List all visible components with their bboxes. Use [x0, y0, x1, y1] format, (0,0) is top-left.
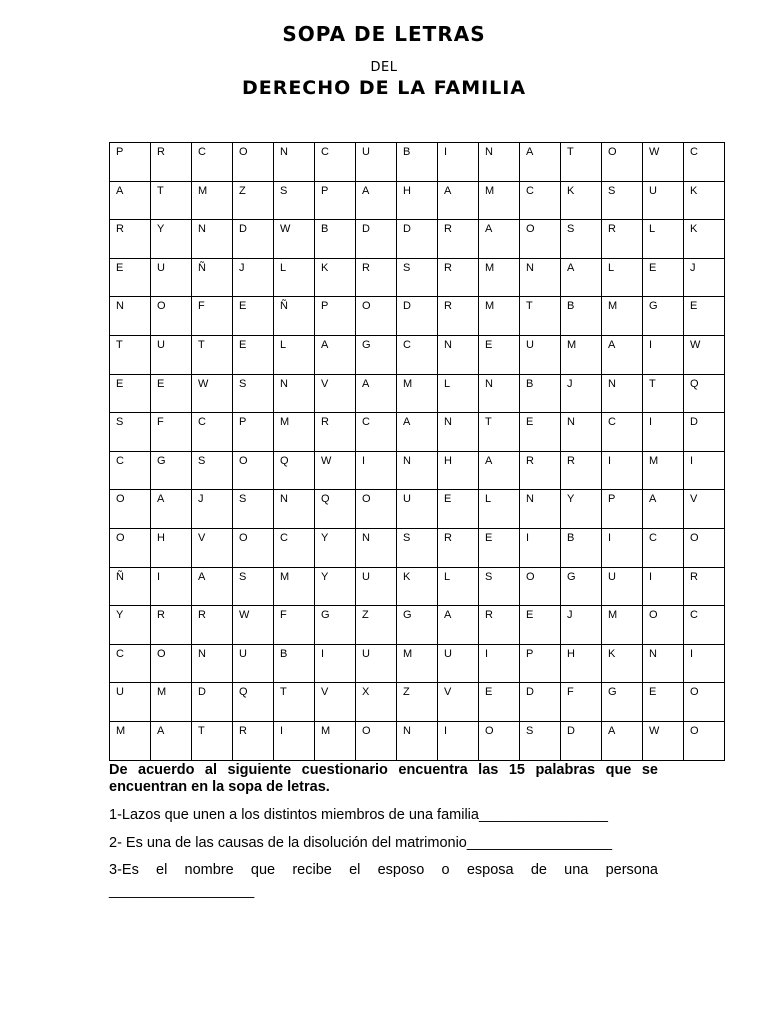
grid-cell: C — [520, 181, 561, 220]
grid-cell: A — [110, 181, 151, 220]
grid-cell: A — [561, 258, 602, 297]
grid-cell: R — [438, 258, 479, 297]
grid-row — [110, 143, 725, 182]
grid-cell: N — [110, 297, 151, 336]
grid-cell: E — [479, 683, 520, 722]
grid-cell: U — [397, 490, 438, 529]
grid-cell: Ñ — [192, 258, 233, 297]
grid-cell: N — [602, 374, 643, 413]
grid-cell: Y — [561, 490, 602, 529]
grid-cell: R — [356, 258, 397, 297]
grid-cell: P — [315, 181, 356, 220]
grid-cell: W — [233, 606, 274, 645]
grid-cell: O — [233, 528, 274, 567]
grid-cell: O — [356, 297, 397, 336]
grid-cell: W — [192, 374, 233, 413]
grid-cell: O — [151, 297, 192, 336]
grid-cell: Y — [110, 606, 151, 645]
grid-row — [110, 683, 725, 722]
grid-cell: P — [233, 413, 274, 452]
grid-cell: A — [192, 567, 233, 606]
grid-row — [110, 451, 725, 490]
grid-cell: N — [438, 335, 479, 374]
grid-cell: R — [684, 567, 725, 606]
grid-cell: E — [110, 374, 151, 413]
grid-cell: E — [479, 335, 520, 374]
grid-cell: I — [602, 528, 643, 567]
grid-row — [110, 220, 725, 259]
grid-cell: E — [110, 258, 151, 297]
grid-cell: O — [233, 143, 274, 182]
grid-cell: B — [397, 143, 438, 182]
grid-cell: W — [315, 451, 356, 490]
grid-cell: Q — [315, 490, 356, 529]
grid-cell: D — [397, 297, 438, 336]
grid-cell: R — [110, 220, 151, 259]
grid-cell: I — [438, 721, 479, 760]
grid-cell: N — [520, 258, 561, 297]
grid-cell: Y — [315, 567, 356, 606]
grid-cell: L — [479, 490, 520, 529]
grid-cell: T — [520, 297, 561, 336]
grid-cell: M — [561, 335, 602, 374]
grid-cell: N — [192, 644, 233, 683]
grid-cell: H — [397, 181, 438, 220]
grid-cell: T — [561, 143, 602, 182]
grid-cell: R — [192, 606, 233, 645]
grid-cell: N — [520, 490, 561, 529]
grid-cell: L — [438, 567, 479, 606]
grid-cell: Q — [684, 374, 725, 413]
grid-cell: S — [233, 490, 274, 529]
grid-cell: N — [643, 644, 684, 683]
grid-cell: R — [438, 220, 479, 259]
grid-cell: T — [479, 413, 520, 452]
grid-cell: G — [602, 683, 643, 722]
grid-cell: N — [479, 143, 520, 182]
grid-cell: S — [233, 567, 274, 606]
grid-cell: K — [684, 181, 725, 220]
grid-row — [110, 644, 725, 683]
grid-cell: P — [110, 143, 151, 182]
grid-cell: V — [315, 374, 356, 413]
grid-cell: S — [397, 258, 438, 297]
grid-cell: O — [684, 528, 725, 567]
grid-cell: C — [602, 413, 643, 452]
grid-cell: I — [274, 721, 315, 760]
grid-cell: R — [151, 143, 192, 182]
grid-cell: L — [274, 335, 315, 374]
grid-cell: B — [274, 644, 315, 683]
grid-cell: L — [602, 258, 643, 297]
grid-cell: B — [561, 528, 602, 567]
grid-cell: A — [151, 721, 192, 760]
grid-row — [110, 374, 725, 413]
worksheet-subtitle: DERECHO DE LA FAMILIA — [241, 77, 527, 99]
grid-cell: K — [397, 567, 438, 606]
grid-cell: G — [356, 335, 397, 374]
grid-cell: I — [438, 143, 479, 182]
grid-cell: O — [520, 220, 561, 259]
grid-cell: J — [233, 258, 274, 297]
grid-cell: G — [151, 451, 192, 490]
grid-cell: B — [561, 297, 602, 336]
grid-cell: M — [192, 181, 233, 220]
grid-cell: O — [110, 490, 151, 529]
grid-cell: R — [561, 451, 602, 490]
grid-cell: U — [602, 567, 643, 606]
grid-cell: H — [438, 451, 479, 490]
grid-cell: U — [151, 258, 192, 297]
grid-cell: E — [479, 528, 520, 567]
grid-cell: A — [315, 335, 356, 374]
grid-cell: S — [479, 567, 520, 606]
grid-cell: O — [233, 451, 274, 490]
grid-cell: E — [643, 683, 684, 722]
grid-cell: K — [315, 258, 356, 297]
grid-cell: Ñ — [110, 567, 151, 606]
grid-cell: M — [397, 374, 438, 413]
grid-cell: S — [397, 528, 438, 567]
grid-cell: A — [602, 335, 643, 374]
grid-cell: N — [479, 374, 520, 413]
grid-cell: M — [315, 721, 356, 760]
grid-cell: A — [438, 606, 479, 645]
grid-cell: N — [356, 528, 397, 567]
grid-cell: U — [643, 181, 684, 220]
grid-cell: M — [110, 721, 151, 760]
grid-cell: M — [602, 606, 643, 645]
grid-cell: U — [356, 644, 397, 683]
grid-cell: G — [561, 567, 602, 606]
grid-cell: N — [397, 721, 438, 760]
grid-cell: A — [397, 413, 438, 452]
grid-cell: C — [110, 644, 151, 683]
grid-cell: R — [520, 451, 561, 490]
grid-cell: O — [151, 644, 192, 683]
grid-cell: I — [643, 567, 684, 606]
grid-cell: Y — [315, 528, 356, 567]
grid-cell: R — [438, 297, 479, 336]
grid-cell: T — [192, 335, 233, 374]
grid-cell: I — [315, 644, 356, 683]
grid-cell: N — [274, 490, 315, 529]
grid-cell: U — [151, 335, 192, 374]
grid-cell: V — [315, 683, 356, 722]
grid-cell: G — [643, 297, 684, 336]
grid-cell: J — [684, 258, 725, 297]
grid-cell: D — [233, 220, 274, 259]
grid-cell: I — [151, 567, 192, 606]
grid-cell: K — [602, 644, 643, 683]
grid-cell: O — [356, 721, 397, 760]
grid-cell: N — [274, 374, 315, 413]
worksheet-title: SOPA DE LETRAS — [282, 22, 486, 46]
grid-cell: O — [684, 683, 725, 722]
grid-cell: U — [356, 567, 397, 606]
grid-cell: C — [192, 143, 233, 182]
grid-cell: I — [356, 451, 397, 490]
grid-cell: R — [233, 721, 274, 760]
grid-cell: L — [438, 374, 479, 413]
grid-cell: O — [479, 721, 520, 760]
grid-cell: D — [192, 683, 233, 722]
grid-cell: M — [397, 644, 438, 683]
grid-cell: F — [561, 683, 602, 722]
grid-cell: M — [479, 181, 520, 220]
grid-cell: N — [561, 413, 602, 452]
grid-cell: U — [110, 683, 151, 722]
grid-cell: A — [356, 181, 397, 220]
grid-cell: I — [684, 451, 725, 490]
grid-cell: S — [192, 451, 233, 490]
grid-cell: E — [151, 374, 192, 413]
grid-cell: W — [643, 143, 684, 182]
grid-cell: A — [438, 181, 479, 220]
grid-cell: T — [643, 374, 684, 413]
grid-cell: U — [233, 644, 274, 683]
grid-cell: V — [192, 528, 233, 567]
grid-row — [110, 335, 725, 374]
grid-cell: N — [438, 413, 479, 452]
grid-cell: J — [561, 606, 602, 645]
grid-row — [110, 606, 725, 645]
grid-cell: L — [643, 220, 684, 259]
grid-cell: N — [397, 451, 438, 490]
grid-cell: T — [192, 721, 233, 760]
grid-row — [110, 490, 725, 529]
grid-cell: U — [438, 644, 479, 683]
grid-cell: D — [356, 220, 397, 259]
grid-cell: P — [520, 644, 561, 683]
grid-cell: V — [438, 683, 479, 722]
grid-cell: C — [397, 335, 438, 374]
grid-cell: W — [684, 335, 725, 374]
grid-cell: R — [602, 220, 643, 259]
instructions-text: De acuerdo al siguiente cuestionario encuentra las 15 palabras que se encuentran en la sopa de letras. — [109, 762, 658, 795]
grid-cell: O — [110, 528, 151, 567]
grid-cell: D — [561, 721, 602, 760]
question-3: 3-Es el nombre que recibe el esposo o esposa de una persona — [109, 862, 658, 878]
question-3-answer-blank: __________________ — [109, 883, 255, 899]
grid-cell: A — [151, 490, 192, 529]
grid-cell: P — [602, 490, 643, 529]
grid-cell: I — [479, 644, 520, 683]
grid-cell: O — [356, 490, 397, 529]
grid-cell: D — [397, 220, 438, 259]
grid-cell: S — [561, 220, 602, 259]
grid-cell: C — [274, 528, 315, 567]
grid-cell: M — [479, 297, 520, 336]
grid-cell: D — [684, 413, 725, 452]
grid-cell: M — [479, 258, 520, 297]
grid-cell: A — [520, 143, 561, 182]
grid-cell: W — [274, 220, 315, 259]
grid-cell: M — [602, 297, 643, 336]
grid-cell: U — [520, 335, 561, 374]
grid-cell: X — [356, 683, 397, 722]
grid-cell: A — [479, 220, 520, 259]
grid-cell: F — [151, 413, 192, 452]
grid-cell: D — [520, 683, 561, 722]
grid-cell: T — [151, 181, 192, 220]
grid-cell: Q — [233, 683, 274, 722]
grid-cell: U — [356, 143, 397, 182]
grid-cell: R — [438, 528, 479, 567]
grid-row — [110, 413, 725, 452]
grid-cell: E — [520, 606, 561, 645]
grid-cell: V — [684, 490, 725, 529]
grid-cell: R — [315, 413, 356, 452]
grid-cell: S — [274, 181, 315, 220]
grid-row — [110, 721, 725, 760]
grid-row — [110, 528, 725, 567]
grid-row — [110, 297, 725, 336]
grid-cell: A — [479, 451, 520, 490]
grid-cell: W — [643, 721, 684, 760]
grid-cell: B — [315, 220, 356, 259]
question-1: 1-Lazos que unen a los distintos miembros de una familia________________ — [109, 807, 608, 823]
grid-cell: R — [151, 606, 192, 645]
grid-cell: O — [602, 143, 643, 182]
grid-cell: R — [479, 606, 520, 645]
grid-cell: E — [684, 297, 725, 336]
grid-cell: C — [110, 451, 151, 490]
grid-cell: A — [602, 721, 643, 760]
grid-cell: K — [561, 181, 602, 220]
grid-cell: S — [602, 181, 643, 220]
grid-cell: J — [561, 374, 602, 413]
grid-cell: E — [643, 258, 684, 297]
grid-cell: T — [274, 683, 315, 722]
grid-cell: A — [356, 374, 397, 413]
grid-cell: A — [643, 490, 684, 529]
grid-cell: I — [643, 413, 684, 452]
grid-cell: M — [274, 567, 315, 606]
grid-cell: L — [274, 258, 315, 297]
word-search-grid — [109, 142, 725, 761]
grid-cell: M — [274, 413, 315, 452]
grid-cell: C — [315, 143, 356, 182]
grid-cell: C — [356, 413, 397, 452]
grid-cell: N — [274, 143, 315, 182]
grid-cell: Z — [356, 606, 397, 645]
grid-cell: O — [643, 606, 684, 645]
grid-cell: T — [110, 335, 151, 374]
grid-cell: I — [520, 528, 561, 567]
grid-cell: F — [192, 297, 233, 336]
question-2: 2- Es una de las causas de la disolución del matrimonio__________________ — [109, 835, 613, 851]
grid-cell: I — [602, 451, 643, 490]
grid-cell: O — [520, 567, 561, 606]
grid-cell: B — [520, 374, 561, 413]
grid-cell: E — [438, 490, 479, 529]
grid-cell: H — [561, 644, 602, 683]
grid-cell: C — [192, 413, 233, 452]
grid-cell: S — [233, 374, 274, 413]
grid-cell: P — [315, 297, 356, 336]
grid-row — [110, 258, 725, 297]
grid-cell: S — [110, 413, 151, 452]
grid-cell: E — [233, 297, 274, 336]
grid-cell: N — [192, 220, 233, 259]
grid-cell: M — [643, 451, 684, 490]
grid-cell: F — [274, 606, 315, 645]
word-search-table — [109, 142, 725, 761]
grid-cell: C — [684, 143, 725, 182]
grid-cell: C — [643, 528, 684, 567]
grid-cell: Ñ — [274, 297, 315, 336]
grid-cell: G — [397, 606, 438, 645]
grid-cell: C — [684, 606, 725, 645]
grid-cell: E — [233, 335, 274, 374]
grid-cell: K — [684, 220, 725, 259]
grid-cell: E — [520, 413, 561, 452]
grid-cell: Q — [274, 451, 315, 490]
grid-cell: O — [684, 721, 725, 760]
grid-cell: Y — [151, 220, 192, 259]
grid-cell: S — [520, 721, 561, 760]
grid-row — [110, 181, 725, 220]
grid-cell: Z — [397, 683, 438, 722]
grid-row — [110, 567, 725, 606]
grid-cell: J — [192, 490, 233, 529]
grid-cell: M — [151, 683, 192, 722]
grid-cell: Z — [233, 181, 274, 220]
title-connector: DEL — [370, 60, 398, 75]
grid-cell: G — [315, 606, 356, 645]
grid-cell: I — [643, 335, 684, 374]
grid-cell: I — [684, 644, 725, 683]
grid-cell: H — [151, 528, 192, 567]
